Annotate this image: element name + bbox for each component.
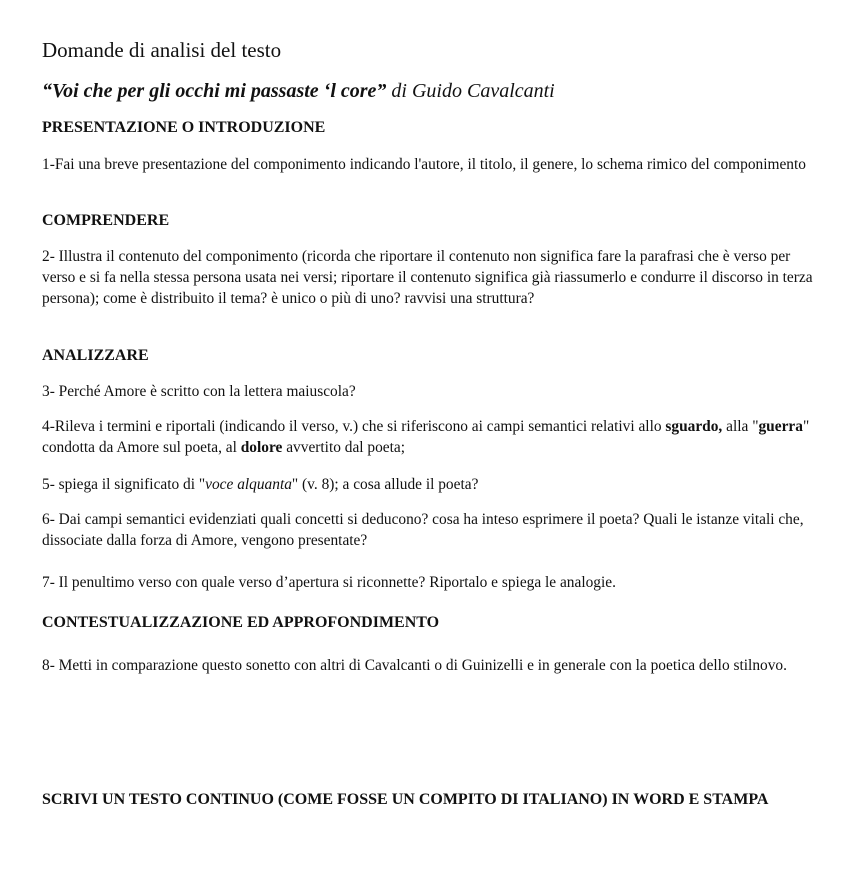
question-6: 6- Dai campi semantici evidenziati quali concetti si deducono? cosa ha inteso esprimere il poeta? Quali le istanze vitali che, dissociate dalla forza di Amore, vengono presentate? xyxy=(42,511,804,549)
poem-title: “Voi che per gli occhi mi passaste ‘l core” xyxy=(42,80,387,102)
heading-contestualizzazione: CONTESTUALIZZAZIONE ED APPROFONDIMENTO xyxy=(42,614,440,631)
question-5 xyxy=(42,474,824,495)
q4-text-4: avvertito dal poeta; xyxy=(282,439,406,456)
q4-text-2: alla " xyxy=(722,418,759,435)
q4-term-dolore: dolore xyxy=(240,439,283,456)
q4-term-guerra: guerra xyxy=(758,418,803,435)
closing-instruction: SCRIVI UN TESTO CONTINUO (COME FOSSE UN COMPITO DI ITALIANO) IN WORD E STAMPA xyxy=(42,791,769,808)
heading-analizzare: ANALIZZARE xyxy=(42,347,149,364)
question-4 xyxy=(42,416,824,458)
q5-text-2: " (v. 8); a cosa allude il poeta? xyxy=(291,476,479,493)
question-1: 1-Fai una breve presentazione del componimento indicando l'autore, il titolo, il genere, lo schema rimico del componimento xyxy=(42,156,806,173)
q5-text-1: 5- spiega il significato di " xyxy=(42,476,206,493)
document-title: Domande di analisi del testo xyxy=(42,38,282,62)
heading-comprendere: COMPRENDERE xyxy=(42,212,170,229)
q4-text-3: " condotta da Amore sul poeta, al xyxy=(42,418,810,456)
question-2: 2- Illustra il contenuto del componimento (ricorda che riportare il contenuto non significa fare la parafrasi che è verso per verso e si fa nella stessa persona usata nei versi; riportare il contenuto significa già riassumerlo e condurre il discorso in terza persona); come è distribuito il tema? è unico o più di uno? ravvisi una struttura? xyxy=(42,248,813,307)
q4-term-sguardo: sguardo, xyxy=(665,418,723,435)
question-3: 3- Perché Amore è scritto con la lettera maiuscola? xyxy=(42,383,356,400)
poem-subtitle xyxy=(42,79,824,103)
q5-quote: voce alquanta xyxy=(205,476,292,493)
heading-presentazione: PRESENTAZIONE O INTRODUZIONE xyxy=(42,119,326,136)
q4-text-1: 4-Rileva i termini e riportali (indicando il verso, v.) che si riferiscono ai campi semantici relativi allo xyxy=(42,418,666,435)
question-8: 8- Metti in comparazione questo sonetto con altri di Cavalcanti o di Guinizelli e in generale con la poetica dello stilnovo. xyxy=(42,657,787,674)
question-7: 7- Il penultimo verso con quale verso d’apertura si riconnette? Riportalo e spiega le analogie. xyxy=(42,574,616,591)
poem-author: di Guido Cavalcanti xyxy=(386,80,555,102)
